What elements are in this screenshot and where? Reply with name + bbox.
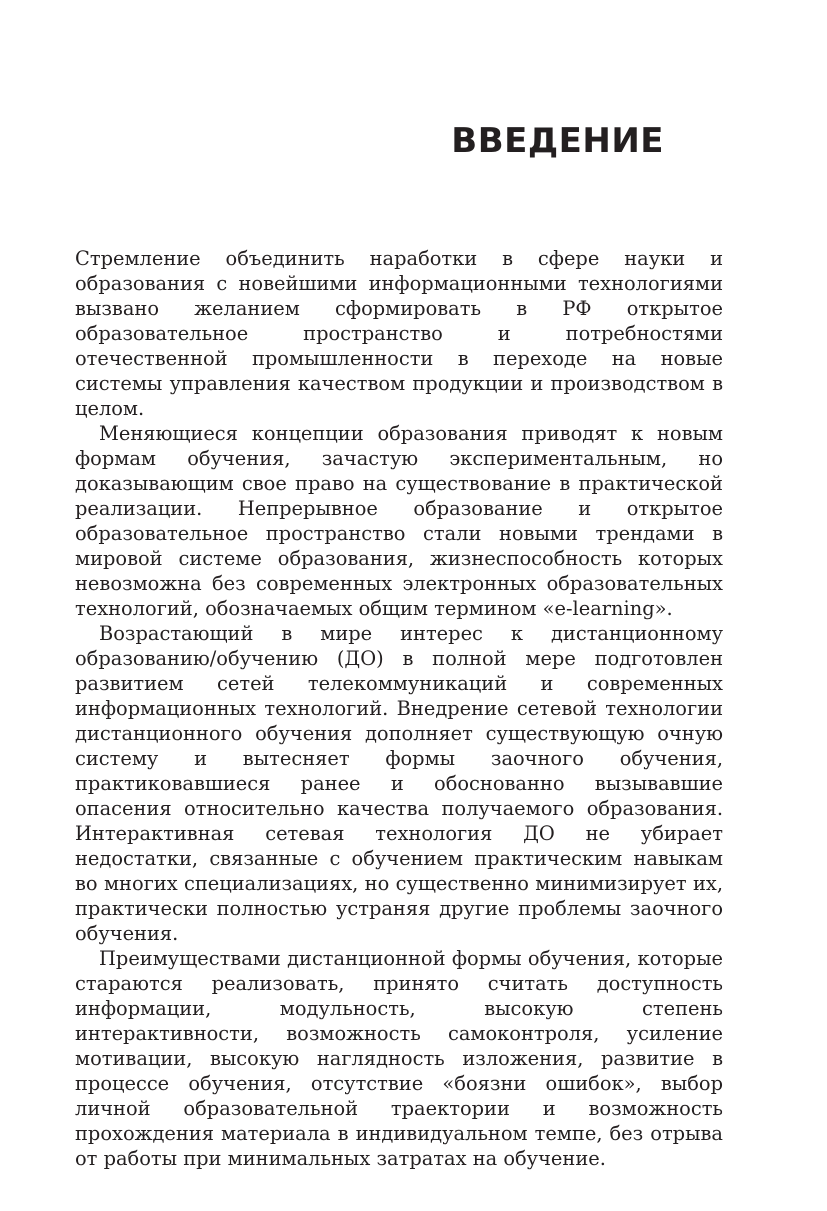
body-text [75,246,723,1171]
paragraph-2: Меняющиеся концепции образования приводят к новым формам обучения, зачастую экспериментальным, но доказывающим свое право на существование в практической реализации. Непрерывное образование и открытое образовательное пространство стали новыми трендами в мировой системе образования, жизнеспособность которых невозможна без современных электронных образовательных технологий, обозначаемых общим термином «e-learning». [75,422,723,620]
chapter-title: ВВЕДЕНИЕ [451,121,664,161]
paragraph-3: Возрастающий в мире интерес к дистанционному образованию/обучению (ДО) в полной мере подготовлен развитием сетей телекоммуникаций и современных информационных технологий. Внедрение сетевой технологии дистанционного обучения дополняет существующую очную систему и вытесняет формы заочного обучения, практиковавшиеся ранее и обоснованно вызывавшие опасения относительно качества получаемого образования. Интерактивная сетевая технология ДО не убирает недостатки, связанные с обучением практическим навыкам во многих специализациях, но существенно минимизирует их, практически полностью устраняя другие проблемы заочного обучения. [75,622,723,945]
paragraph-1: Стремление объединить наработки в сфере науки и образования с новейшими информационными технологиями вызвано желанием сформировать в РФ открытое образовательное пространство и потребностями отечественной промышленности в переходе на новые системы управления качеством продукции и производством в целом. [75,247,723,420]
paragraph-4: Преимуществами дистанционной формы обучения, которые стараются реализовать, принято считать доступность информации, модульность, высокую степень интерактивности, возможность самоконтроля, усиление мотивации, высокую наглядность изложения, развитие в процессе обучения, отсутствие «боязни ошибок», выбор личной образовательной траектории и возможность прохождения материала в индивидуальном темпе, без отрыва от работы при минимальных затратах на обучение. [75,947,723,1170]
